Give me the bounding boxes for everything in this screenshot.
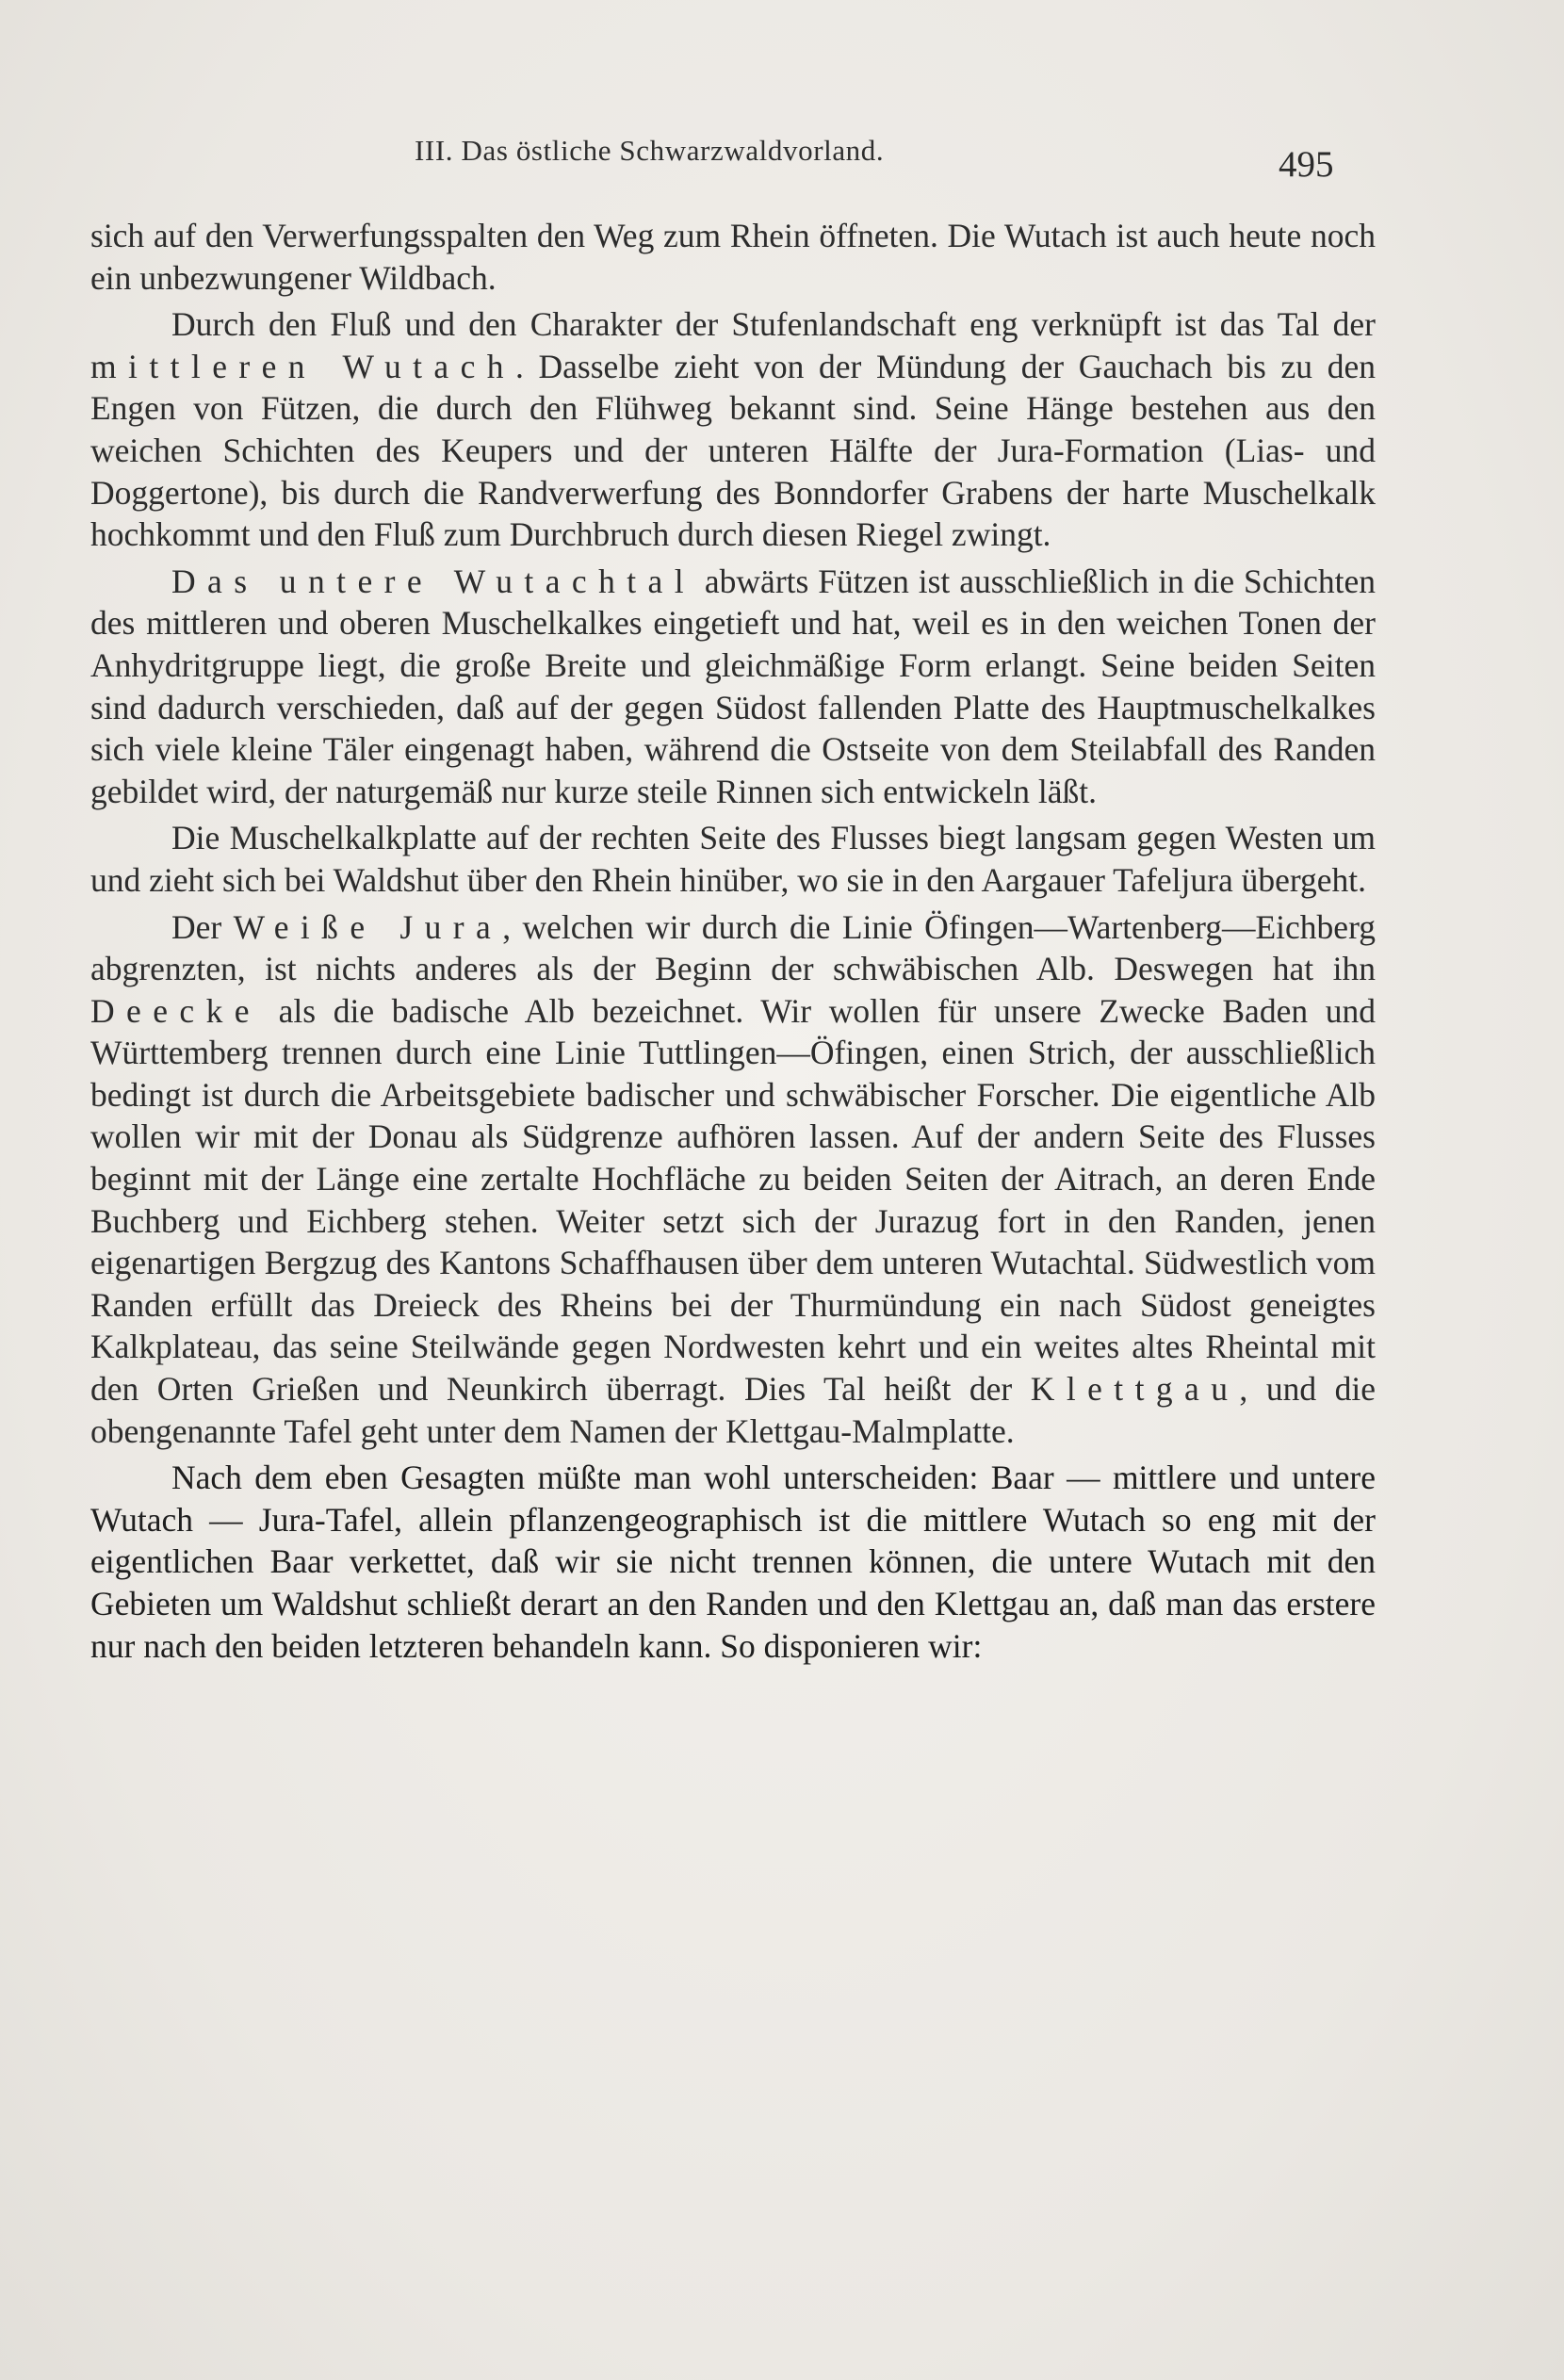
paragraph-4	[90, 817, 1376, 901]
paragraph-4-text: Die Muschelkalkplatte auf der rechten Seite des Flusses biegt langsam gegen Westen um und zieht sich bei Waldshut über den Rhein hinüber, wo sie in den Aargauer Tafeljura übergeht.	[90, 819, 1376, 899]
spaced-term-deecke: Deecke	[90, 991, 261, 1030]
paragraph-6	[90, 1457, 1376, 1667]
spaced-term-mittlere-wutach: mittleren Wutach	[90, 347, 515, 385]
paragraph-1	[90, 215, 1376, 299]
page-number: 495	[1279, 144, 1334, 185]
running-head: III. Das östliche Schwarzwaldvorland.	[415, 134, 885, 167]
paragraph-1-text: sich auf den Verwerfungsspalten den Weg zum Rhein öffneten. Die Wutach ist auch heute noch ein unbezwungener Wildbach.	[90, 217, 1376, 297]
paragraph-2	[90, 303, 1376, 556]
paragraph-3	[90, 561, 1376, 813]
paragraph-6-text: Nach dem eben Gesagten müßte man wohl unterscheiden: Baar — mittlere und untere Wutach — Jura-Tafel, allein pflanzengeographisch ist die mittlere Wutach so eng mit der eigentlichen Baar verkettet, daß wir sie nicht trennen können, die untere Wutach mit den Gebieten um Waldshut schließt derart an den Randen und den Klettgau an, daß man das erstere nur nach den beiden letzteren behandeln kann. So disponieren wir:	[90, 1459, 1376, 1665]
paragraph-5-text-mid2: als die badische Alb bezeichnet. Wir wollen für unsere Zwecke Baden und Württemberg trennen durch eine Linie Tuttlingen—Öfingen, einen Strich, der ausschließlich bedingt ist durch die Arbeitsgebiete badischer und schwäbischer Forscher. Die eigentliche Alb wollen wir mit der Donau als Südgrenze aufhören lassen. Auf der andern Seite des Flusses beginnt mit der Länge eine zertalte Hochfläche zu beiden Seiten der Aitrach, an deren Ende Buchberg und Eichberg stehen. Weiter setzt sich der Jurazug fort in den Randen, jenen eigenartigen Bergzug des Kantons Schaffhausen über dem unteren Wutachtal. Südwestlich vom Randen erfüllt das Dreieck des Rheins bei der Thurmündung ein nach Südost geneigtes Kalkplateau, das seine Steilwände gegen Nordwesten kehrt und ein weites altes Rheintal mit den Orten Grießen und Neunkirch überragt. Dies Tal heißt der	[90, 991, 1376, 1409]
paragraph-2-text-post: . Dasselbe zieht von der Mündung der Gauchach bis zu den Engen von Fützen, die durch den Flühweg bekannt sind. Seine Hänge bestehen aus den weichen Schichten des Keupers und der unteren Hälfte der Jura-Formation (Lias- und Doggertone), bis durch die Randverwerfung des Bonndorfer Grabens der harte Muschelkalk hochkommt und den Fluß zum Durchbruch durch diesen Riegel zwingt.	[90, 347, 1376, 554]
spaced-term-weisse-jura: Weiße Jura	[233, 907, 503, 946]
body-text	[90, 215, 1376, 1671]
paragraph-5	[90, 906, 1376, 1453]
paragraph-2-text-pre: Durch den Fluß und den Charakter der Stufenlandschaft eng verknüpft ist das Tal der	[171, 305, 1376, 344]
paragraph-3-text-post: abwärts Fützen ist ausschließlich in die Schichten des mittleren und oberen Muschelkalkes eingetieft und hat, weil es in den weichen Tonen der Anhydritgruppe liegt, die große Breite und gleichmäßige Form erlangt. Seine beiden Seiten sind dadurch verschieden, daß auf der gegen Südost fallenden Platte des Hauptmuschelkalkes sich viele kleine Täler eingenagt haben, während die Ostseite von dem Steilabfall des Randen gebildet wird, der naturgemäß nur kurze steile Rinnen sich entwickeln läßt.	[90, 562, 1376, 810]
paragraph-5-text-post: , und die obengenannte Tafel geht unter dem Namen der Klettgau-Malmplatte.	[90, 1370, 1377, 1450]
spaced-term-untere-wutachtal: Das untere Wutachtal	[171, 562, 696, 600]
page-header	[0, 132, 1564, 188]
spaced-term-klettgau: Klettgau	[1030, 1370, 1240, 1409]
paragraph-5-text-mid1: , welchen wir durch die Linie Öfingen—Wartenberg—Eichberg abgrenzten, ist nichts anderes als der Beginn der schwäbischen Alb. Deswegen hat ihn	[90, 907, 1376, 988]
paragraph-5-text-pre: Der	[171, 907, 234, 946]
